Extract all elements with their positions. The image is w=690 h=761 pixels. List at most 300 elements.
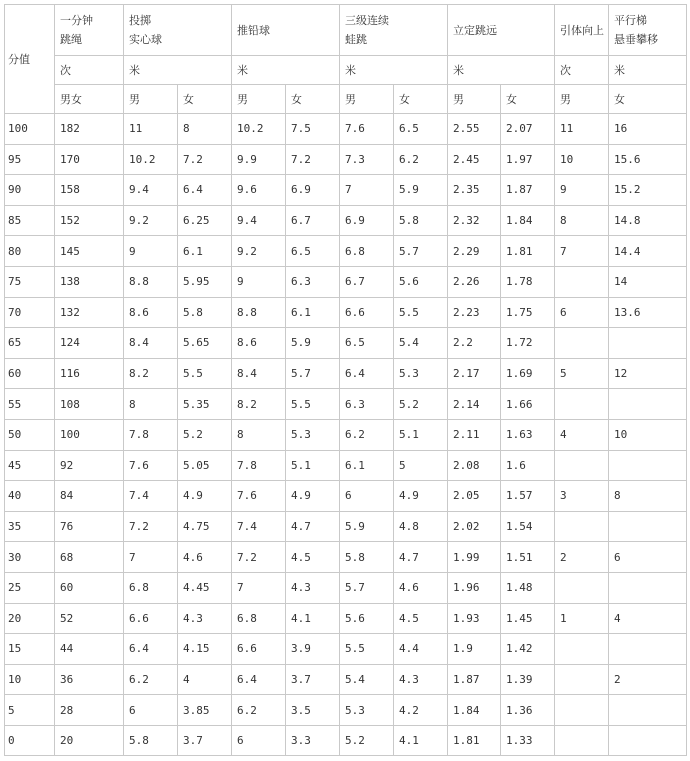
score-cell: 45 [5, 450, 55, 481]
value-cell: 1.9 [448, 634, 501, 665]
value-cell: 1.81 [448, 725, 501, 756]
value-cell: 5.7 [340, 572, 394, 603]
value-cell: 6 [340, 481, 394, 512]
value-cell: 3.85 [178, 695, 232, 726]
score-cell: 100 [5, 114, 55, 145]
table-row [5, 358, 687, 389]
value-cell [555, 266, 609, 297]
value-cell: 6.4 [340, 358, 394, 389]
value-cell: 10.2 [124, 144, 178, 175]
value-cell: 5.5 [286, 389, 340, 420]
value-cell: 4.2 [394, 695, 448, 726]
value-cell: 15.6 [609, 144, 687, 175]
value-cell: 1.39 [501, 664, 555, 695]
value-cell: 4.7 [394, 542, 448, 573]
value-cell [555, 664, 609, 695]
value-cell: 4.5 [286, 542, 340, 573]
value-cell: 4.8 [394, 511, 448, 542]
value-cell: 1.93 [448, 603, 501, 634]
value-cell: 9 [555, 175, 609, 206]
value-cell: 92 [55, 450, 124, 481]
value-cell: 8 [555, 205, 609, 236]
value-cell: 5.6 [340, 603, 394, 634]
header-event-shot-put: 推铅球 [232, 5, 340, 56]
table-row [5, 114, 687, 145]
value-cell: 6.8 [124, 572, 178, 603]
value-cell: 5.9 [340, 511, 394, 542]
value-cell: 11 [124, 114, 178, 145]
header-event-ladder-traverse: 平行梯 悬垂攀移 [609, 5, 687, 56]
value-cell: 2.29 [448, 236, 501, 267]
value-cell: 6.9 [340, 205, 394, 236]
sex-cell: 男 [340, 85, 394, 114]
value-cell: 6.9 [286, 175, 340, 206]
value-cell: 9.6 [232, 175, 286, 206]
value-cell: 6.8 [340, 236, 394, 267]
value-cell: 5.95 [178, 266, 232, 297]
table-row [5, 603, 687, 634]
value-cell: 5.9 [286, 328, 340, 359]
value-cell: 4.15 [178, 634, 232, 665]
table-row [5, 481, 687, 512]
value-cell: 6.2 [340, 419, 394, 450]
value-cell: 6.4 [232, 664, 286, 695]
value-cell: 4.9 [178, 481, 232, 512]
value-cell: 6 [124, 695, 178, 726]
value-cell: 4.6 [178, 542, 232, 573]
value-cell [609, 695, 687, 726]
value-cell: 1.97 [501, 144, 555, 175]
value-cell: 7.2 [124, 511, 178, 542]
value-cell: 7.8 [232, 450, 286, 481]
sex-cell: 男 [232, 85, 286, 114]
value-cell [555, 389, 609, 420]
sex-cell: 女 [394, 85, 448, 114]
value-cell: 8.8 [124, 266, 178, 297]
table-row [5, 511, 687, 542]
score-cell: 50 [5, 419, 55, 450]
value-cell: 12 [609, 358, 687, 389]
table-row [5, 175, 687, 206]
value-cell: 5.1 [286, 450, 340, 481]
value-cell: 10 [609, 419, 687, 450]
table-row [5, 634, 687, 665]
value-cell: 1.57 [501, 481, 555, 512]
value-cell: 5.5 [394, 297, 448, 328]
score-cell: 65 [5, 328, 55, 359]
value-cell: 2.32 [448, 205, 501, 236]
value-cell: 2.14 [448, 389, 501, 420]
value-cell: 1.84 [448, 695, 501, 726]
sex-cell: 男 [448, 85, 501, 114]
value-cell: 2.05 [448, 481, 501, 512]
value-cell: 1.51 [501, 542, 555, 573]
table-body [5, 5, 687, 756]
value-cell: 6.2 [124, 664, 178, 695]
value-cell: 6 [609, 542, 687, 573]
value-cell: 100 [55, 419, 124, 450]
value-cell: 6.5 [340, 328, 394, 359]
value-cell [555, 450, 609, 481]
value-cell: 9.9 [232, 144, 286, 175]
value-cell: 7.5 [286, 114, 340, 145]
value-cell: 9.4 [124, 175, 178, 206]
header-row-sex [5, 85, 687, 114]
value-cell: 7 [124, 542, 178, 573]
sex-cell: 男女 [55, 85, 124, 114]
value-cell: 4 [609, 603, 687, 634]
value-cell: 6.4 [124, 634, 178, 665]
score-table [4, 4, 687, 756]
unit-cell: 米 [232, 56, 340, 85]
score-cell: 0 [5, 725, 55, 756]
value-cell [555, 725, 609, 756]
value-cell: 6.2 [232, 695, 286, 726]
score-cell: 40 [5, 481, 55, 512]
value-cell: 9.2 [232, 236, 286, 267]
value-cell: 1.69 [501, 358, 555, 389]
value-cell: 9.4 [232, 205, 286, 236]
value-cell: 6.5 [286, 236, 340, 267]
value-cell: 5 [394, 450, 448, 481]
value-cell: 14.8 [609, 205, 687, 236]
value-cell: 28 [55, 695, 124, 726]
value-cell: 5.7 [286, 358, 340, 389]
value-cell: 8 [124, 389, 178, 420]
sex-cell: 男 [555, 85, 609, 114]
value-cell: 5.5 [178, 358, 232, 389]
score-cell: 5 [5, 695, 55, 726]
value-cell: 5 [555, 358, 609, 389]
value-cell: 3.3 [286, 725, 340, 756]
value-cell [609, 450, 687, 481]
table-row [5, 725, 687, 756]
value-cell: 84 [55, 481, 124, 512]
table-row [5, 144, 687, 175]
value-cell: 8.6 [124, 297, 178, 328]
value-cell: 8.2 [124, 358, 178, 389]
score-cell: 20 [5, 603, 55, 634]
header-row-event-names [5, 5, 687, 56]
unit-cell: 米 [340, 56, 448, 85]
value-cell: 1.78 [501, 266, 555, 297]
value-cell: 6.4 [178, 175, 232, 206]
table-row [5, 419, 687, 450]
table-row [5, 450, 687, 481]
value-cell: 6.8 [232, 603, 286, 634]
value-cell: 7 [340, 175, 394, 206]
value-cell: 108 [55, 389, 124, 420]
value-cell: 76 [55, 511, 124, 542]
value-cell: 20 [55, 725, 124, 756]
value-cell: 52 [55, 603, 124, 634]
table-row [5, 389, 687, 420]
value-cell: 7.4 [232, 511, 286, 542]
value-cell [609, 634, 687, 665]
sex-cell: 女 [178, 85, 232, 114]
value-cell: 2.26 [448, 266, 501, 297]
value-cell [555, 695, 609, 726]
value-cell: 8.4 [124, 328, 178, 359]
table-row [5, 266, 687, 297]
value-cell: 5.35 [178, 389, 232, 420]
score-cell: 95 [5, 144, 55, 175]
header-event-pull-ups: 引体向上 [555, 5, 609, 56]
value-cell: 7.4 [124, 481, 178, 512]
value-cell: 5.65 [178, 328, 232, 359]
header-event-triple-frog-jump: 三级连续 蛙跳 [340, 5, 448, 56]
value-cell: 5.3 [394, 358, 448, 389]
value-cell: 6 [555, 297, 609, 328]
value-cell: 1.96 [448, 572, 501, 603]
value-cell: 5.4 [340, 664, 394, 695]
value-cell: 3.7 [286, 664, 340, 695]
score-cell: 30 [5, 542, 55, 573]
value-cell: 1.63 [501, 419, 555, 450]
value-cell: 60 [55, 572, 124, 603]
value-cell: 4.45 [178, 572, 232, 603]
score-cell: 75 [5, 266, 55, 297]
value-cell: 6.1 [340, 450, 394, 481]
value-cell: 2.02 [448, 511, 501, 542]
value-cell: 4.75 [178, 511, 232, 542]
table-row [5, 236, 687, 267]
value-cell: 1.48 [501, 572, 555, 603]
value-cell: 4.9 [394, 481, 448, 512]
value-cell: 16 [609, 114, 687, 145]
value-cell: 11 [555, 114, 609, 145]
value-cell: 7.6 [124, 450, 178, 481]
value-cell: 2.11 [448, 419, 501, 450]
score-cell: 55 [5, 389, 55, 420]
value-cell: 2.35 [448, 175, 501, 206]
value-cell: 6.1 [286, 297, 340, 328]
value-cell: 2.08 [448, 450, 501, 481]
value-cell: 1.45 [501, 603, 555, 634]
value-cell: 2.2 [448, 328, 501, 359]
header-event-jump-rope: 一分钟 跳绳 [55, 5, 124, 56]
value-cell: 2 [609, 664, 687, 695]
value-cell: 10 [555, 144, 609, 175]
value-cell: 3.9 [286, 634, 340, 665]
value-cell: 2.45 [448, 144, 501, 175]
value-cell: 5.2 [178, 419, 232, 450]
value-cell: 5.9 [394, 175, 448, 206]
value-cell: 2 [555, 542, 609, 573]
score-cell: 10 [5, 664, 55, 695]
value-cell: 14.4 [609, 236, 687, 267]
value-cell: 4 [178, 664, 232, 695]
unit-cell: 次 [555, 56, 609, 85]
score-cell: 25 [5, 572, 55, 603]
value-cell: 5.7 [394, 236, 448, 267]
score-cell: 80 [5, 236, 55, 267]
value-cell: 6.7 [286, 205, 340, 236]
unit-cell: 米 [124, 56, 232, 85]
value-cell: 4.6 [394, 572, 448, 603]
value-cell: 8.8 [232, 297, 286, 328]
value-cell: 5.8 [340, 542, 394, 573]
value-cell: 8.2 [232, 389, 286, 420]
value-cell: 5.8 [178, 297, 232, 328]
table-row [5, 205, 687, 236]
value-cell: 2.55 [448, 114, 501, 145]
value-cell: 9 [124, 236, 178, 267]
value-cell: 8.4 [232, 358, 286, 389]
value-cell: 182 [55, 114, 124, 145]
value-cell: 8 [178, 114, 232, 145]
value-cell: 4.3 [394, 664, 448, 695]
value-cell: 1 [555, 603, 609, 634]
value-cell: 5.2 [394, 389, 448, 420]
value-cell: 5.8 [124, 725, 178, 756]
value-cell [609, 725, 687, 756]
score-cell: 60 [5, 358, 55, 389]
value-cell: 9.2 [124, 205, 178, 236]
value-cell: 4.5 [394, 603, 448, 634]
value-cell: 1.54 [501, 511, 555, 542]
value-cell: 44 [55, 634, 124, 665]
value-cell: 14 [609, 266, 687, 297]
score-cell: 85 [5, 205, 55, 236]
sex-cell: 男 [124, 85, 178, 114]
value-cell: 1.33 [501, 725, 555, 756]
value-cell: 8.6 [232, 328, 286, 359]
value-cell: 68 [55, 542, 124, 573]
value-cell: 1.87 [501, 175, 555, 206]
value-cell: 6.25 [178, 205, 232, 236]
value-cell: 4 [555, 419, 609, 450]
value-cell: 1.6 [501, 450, 555, 481]
value-cell: 7 [555, 236, 609, 267]
score-cell: 90 [5, 175, 55, 206]
value-cell: 6.3 [286, 266, 340, 297]
value-cell: 1.66 [501, 389, 555, 420]
value-cell: 1.81 [501, 236, 555, 267]
value-cell: 4.7 [286, 511, 340, 542]
value-cell: 2.23 [448, 297, 501, 328]
table-row [5, 572, 687, 603]
value-cell: 152 [55, 205, 124, 236]
value-cell: 6.3 [340, 389, 394, 420]
value-cell: 158 [55, 175, 124, 206]
value-cell: 5.2 [340, 725, 394, 756]
value-cell: 36 [55, 664, 124, 695]
value-cell: 5.1 [394, 419, 448, 450]
value-cell: 3 [555, 481, 609, 512]
value-cell: 2.17 [448, 358, 501, 389]
header-row-units [5, 56, 687, 85]
value-cell: 7.6 [232, 481, 286, 512]
sex-cell: 女 [501, 85, 555, 114]
header-score-cell: 分值 [5, 5, 55, 114]
table-row [5, 542, 687, 573]
value-cell: 124 [55, 328, 124, 359]
value-cell [609, 511, 687, 542]
value-cell: 5.4 [394, 328, 448, 359]
value-cell [609, 389, 687, 420]
value-cell: 7.2 [232, 542, 286, 573]
header-event-standing-long-jump: 立定跳远 [448, 5, 555, 56]
value-cell: 8 [232, 419, 286, 450]
value-cell: 4.1 [286, 603, 340, 634]
score-cell: 15 [5, 634, 55, 665]
value-cell: 13.6 [609, 297, 687, 328]
value-cell: 138 [55, 266, 124, 297]
value-cell [555, 328, 609, 359]
value-cell: 6.2 [394, 144, 448, 175]
value-cell: 7 [232, 572, 286, 603]
sex-cell: 女 [609, 85, 687, 114]
score-cell: 35 [5, 511, 55, 542]
value-cell: 1.42 [501, 634, 555, 665]
value-cell: 10.2 [232, 114, 286, 145]
value-cell: 5.6 [394, 266, 448, 297]
value-cell: 145 [55, 236, 124, 267]
value-cell: 7.2 [178, 144, 232, 175]
value-cell: 1.84 [501, 205, 555, 236]
value-cell: 2.07 [501, 114, 555, 145]
header-event-medicine-ball: 投掷 实心球 [124, 5, 232, 56]
value-cell: 4.1 [394, 725, 448, 756]
score-cell: 70 [5, 297, 55, 328]
value-cell: 3.5 [286, 695, 340, 726]
unit-cell: 米 [609, 56, 687, 85]
unit-cell: 米 [448, 56, 555, 85]
value-cell: 5.05 [178, 450, 232, 481]
value-cell [555, 572, 609, 603]
table-row [5, 297, 687, 328]
value-cell: 6.6 [124, 603, 178, 634]
value-cell: 7.8 [124, 419, 178, 450]
value-cell: 1.87 [448, 664, 501, 695]
value-cell: 9 [232, 266, 286, 297]
unit-cell: 次 [55, 56, 124, 85]
value-cell: 7.6 [340, 114, 394, 145]
value-cell: 7.3 [340, 144, 394, 175]
value-cell: 6.5 [394, 114, 448, 145]
value-cell: 4.3 [178, 603, 232, 634]
table-row [5, 695, 687, 726]
value-cell: 170 [55, 144, 124, 175]
value-cell [609, 328, 687, 359]
value-cell: 6.1 [178, 236, 232, 267]
value-cell: 5.3 [286, 419, 340, 450]
value-cell: 8 [609, 481, 687, 512]
value-cell: 15.2 [609, 175, 687, 206]
table-row [5, 328, 687, 359]
value-cell: 7.2 [286, 144, 340, 175]
value-cell: 6 [232, 725, 286, 756]
value-cell: 116 [55, 358, 124, 389]
value-cell: 5.3 [340, 695, 394, 726]
value-cell: 4.9 [286, 481, 340, 512]
value-cell: 5.5 [340, 634, 394, 665]
value-cell: 3.7 [178, 725, 232, 756]
value-cell: 6.6 [232, 634, 286, 665]
value-cell: 132 [55, 297, 124, 328]
value-cell [555, 511, 609, 542]
sex-cell: 女 [286, 85, 340, 114]
value-cell: 1.75 [501, 297, 555, 328]
value-cell [555, 634, 609, 665]
value-cell [609, 572, 687, 603]
value-cell: 6.6 [340, 297, 394, 328]
value-cell: 5.8 [394, 205, 448, 236]
value-cell: 1.36 [501, 695, 555, 726]
value-cell: 4.3 [286, 572, 340, 603]
value-cell: 1.72 [501, 328, 555, 359]
